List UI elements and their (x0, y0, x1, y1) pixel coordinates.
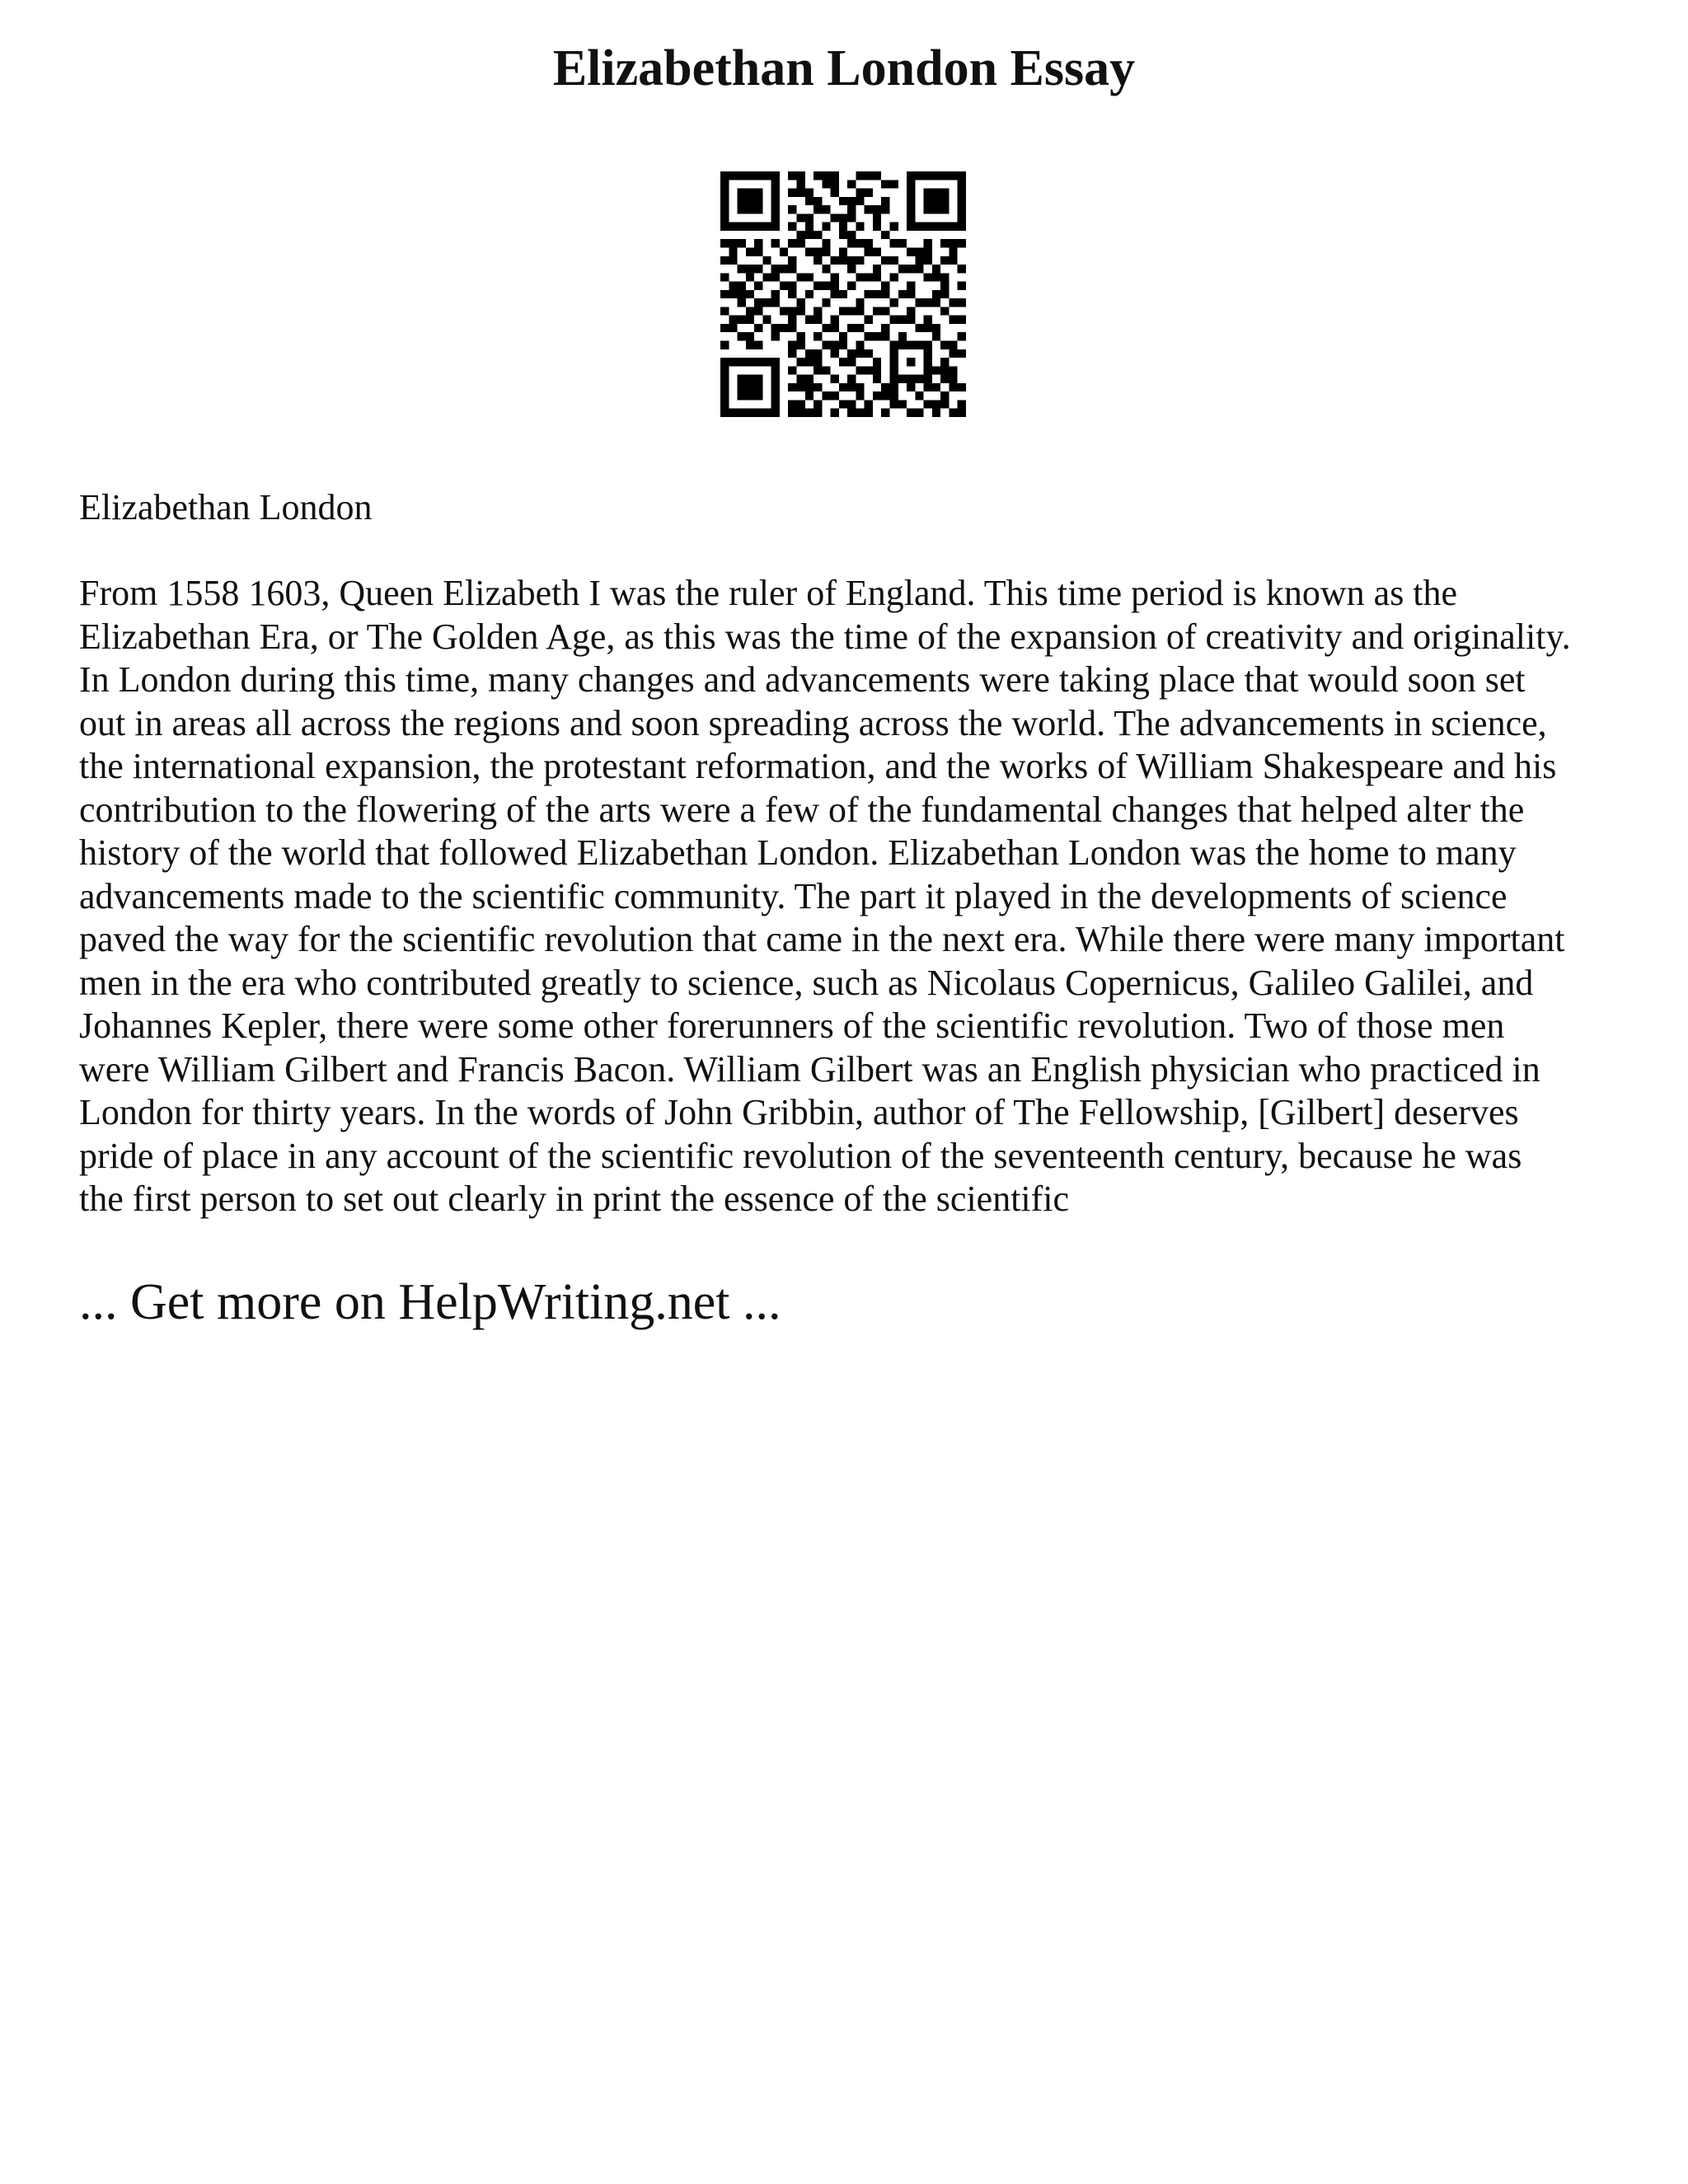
body-line: out in areas all across the regions and soon spreading across the world. The advancements in science, (79, 702, 1547, 743)
body-line: advancements made to the scientific community. The part it played in the developments of science (79, 875, 1507, 916)
body-line: In London during this time, many changes and advancements were taking place that would soon set (79, 659, 1526, 700)
get-more-link[interactable]: ... Get more on HelpWriting.net ... (79, 1274, 781, 1330)
body-line: history of the world that followed Elizabethan London. Elizabethan London was the home to many (79, 832, 1517, 873)
body-line: were William Gilbert and Francis Bacon. William Gilbert was an English physician who practiced in (79, 1048, 1540, 1090)
body-line: the first person to set out clearly in print the essence of the scientific (79, 1179, 1070, 1219)
body-line: Johannes Kepler, there were some other forerunners of the scientific revolution. Two of those men (79, 1005, 1505, 1046)
essay-subtitle: Elizabethan London (79, 487, 373, 527)
body-line: Elizabethan Era, or The Golden Age, as this was the time of the expansion of creativity and originality. (79, 616, 1571, 657)
body-line: London for thirty years. In the words of John Gribbin, author of The Fellowship, [Gilbert] deserves (79, 1092, 1519, 1132)
body-line: contribution to the flowering of the arts were a few of the fundamental changes that helped alter the (79, 789, 1525, 830)
qr-code (720, 171, 966, 417)
qr-code-icon (720, 171, 966, 417)
body-line: From 1558 1603, Queen Elizabeth I was the ruler of England. This time period is known as the (79, 573, 1458, 613)
body-line: paved the way for the scientific revolution that came in the next era. While there were many important (79, 919, 1565, 959)
page-title: Elizabethan London Essay (552, 40, 1136, 96)
essay-body (79, 572, 1645, 1221)
body-line: men in the era who contributed greatly to science, such as Nicolaus Copernicus, Galileo Galilei, and (79, 962, 1534, 1003)
body-line: the international expansion, the protestant reformation, and the works of William Shakespeare and his (79, 746, 1557, 786)
body-line: pride of place in any account of the scientific revolution of the seventeenth century, because he was (79, 1135, 1522, 1176)
